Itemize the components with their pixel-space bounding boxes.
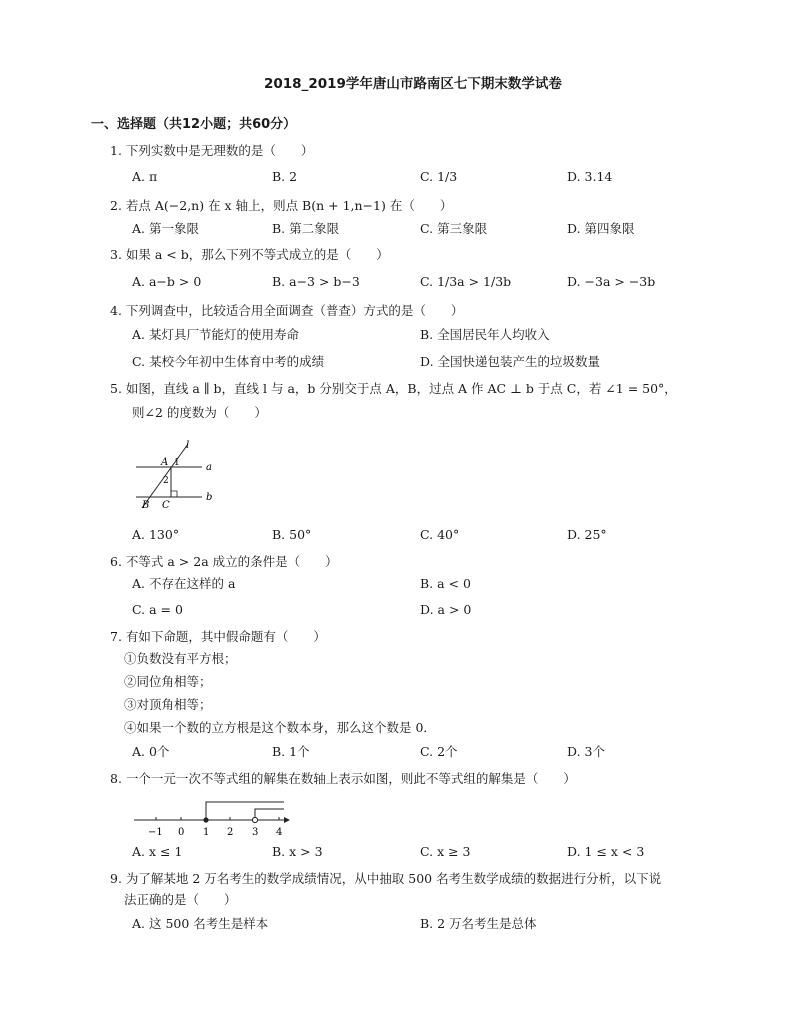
label-l: l — [186, 440, 190, 451]
q7-proposition-3: ③对顶角相等； — [124, 697, 212, 712]
page-title: 2018_2019学年唐山市路南区七下期末数学试卷 — [264, 76, 562, 92]
q3-option-c: C. 1/3a > 1/3b — [420, 274, 512, 289]
q7-option-c: C. 2个 — [420, 744, 458, 759]
label-2: 2 — [163, 476, 169, 486]
question-9-stem-cont: 法正确的是（ ） — [124, 892, 237, 907]
axis-arrow — [284, 817, 290, 823]
question-9-stem: 9. 为了解某地 2 万名考生的数学成绩情况，从中抽取 500 名考生数学成绩的数据进行分析，以下说 — [110, 871, 662, 886]
tick-label-1: 1 — [203, 827, 210, 838]
tick-label-2: 2 — [227, 827, 234, 838]
q8-option-c: C. x ≥ 3 — [420, 844, 471, 859]
label-a: a — [206, 462, 212, 473]
q2-option-c: C. 第三象限 — [420, 221, 488, 236]
q9-option-a: A. 这 500 名考生是样本 — [132, 916, 269, 931]
label-A: A — [161, 457, 169, 468]
number-line-figure — [128, 795, 298, 841]
q7-proposition-1: ①负数没有平方根； — [124, 651, 237, 666]
q6-option-c: C. a = 0 — [132, 602, 183, 617]
tick-label-4: 4 — [276, 827, 283, 838]
q1-option-c: C. 1/3 — [420, 169, 458, 184]
tick-label-m1: −1 — [148, 827, 163, 838]
q6-option-d: D. a > 0 — [420, 602, 472, 617]
q2-option-b: B. 第二象限 — [272, 221, 340, 236]
q7-proposition-4: ④如果一个数的立方根是这个数本身，那么这个数是 0． — [124, 720, 436, 735]
q9-option-b: B. 2 万名考生是总体 — [420, 916, 537, 931]
q8-option-a: A. x ≤ 1 — [132, 844, 183, 859]
solid-point-1 — [203, 817, 208, 822]
q5-option-c: C. 40° — [420, 527, 460, 542]
q3-option-d: D. −3a > −3b — [567, 274, 656, 289]
range-bracket-x-gt-3 — [255, 809, 284, 820]
question-4-stem: 4. 下列调查中，比较适合用全面调查（普查）方式的是（ ） — [110, 303, 464, 318]
q3-option-b: B. a−3 > b−3 — [272, 274, 360, 289]
label-B: B — [142, 500, 150, 511]
question-5-stem-cont: 则∠2 的度数为（ ） — [132, 405, 267, 420]
q2-option-d: D. 第四象限 — [567, 221, 635, 236]
section-heading: 一、选择题（共12小题；共60分） — [91, 117, 297, 132]
q4-option-d: D. 全国快递包装产生的垃圾数量 — [420, 354, 601, 369]
question-5-stem: 5. 如图，直线 a ∥ b，直线 l 与 a，b 分别交于点 A，B，过点 A 作 AC ⊥ b 于点 C，若 ∠1 = 50°， — [110, 381, 677, 396]
q7-option-a: A. 0个 — [132, 744, 170, 759]
q7-option-b: B. 1个 — [272, 744, 310, 759]
question-2-stem: 2. 若点 A(−2,n) 在 x 轴上，则点 B(n + 1,n−1) 在（ ） — [110, 198, 453, 213]
question-3-stem: 3. 如果 a < b，那么下列不等式成立的是（ ） — [110, 247, 389, 262]
question-1-stem: 1. 下列实数中是无理数的是（ ） — [110, 143, 314, 158]
q1-option-b: B. 2 — [272, 169, 298, 184]
q4-option-b: B. 全国居民年人均收入 — [420, 327, 550, 342]
q7-option-d: D. 3个 — [567, 744, 605, 759]
q5-option-b: B. 50° — [272, 527, 312, 542]
question-6-stem: 6. 不等式 a > 2a 成立的条件是（ ） — [110, 554, 338, 569]
q1-option-d: D. 3.14 — [567, 169, 613, 184]
hollow-point-3 — [252, 817, 257, 822]
q2-option-a: A. 第一象限 — [132, 221, 199, 236]
q8-option-b: B. x > 3 — [272, 844, 323, 859]
q7-proposition-2: ②同位角相等； — [124, 674, 212, 689]
question-8-stem: 8. 一个一元一次不等式组的解集在数轴上表示如图，则此不等式组的解集是（ ） — [110, 771, 576, 786]
label-C: C — [162, 500, 170, 511]
q5-option-d: D. 25° — [567, 527, 607, 542]
parallel-lines-figure — [128, 436, 238, 516]
q1-option-a: A. π — [132, 169, 158, 184]
label-b: b — [206, 492, 213, 503]
q4-option-c: C. 某校今年初中生体育中考的成绩 — [132, 354, 325, 369]
range-bracket-x-ge-1 — [206, 802, 284, 820]
q6-option-b: B. a < 0 — [420, 576, 471, 591]
label-1: 1 — [174, 458, 180, 468]
q5-option-a: A. 130° — [132, 527, 180, 542]
question-7-stem: 7. 有如下命题，其中假命题有（ ） — [110, 629, 326, 644]
right-angle-mark — [171, 491, 177, 497]
q3-option-a: A. a−b > 0 — [132, 274, 202, 289]
tick-label-0: 0 — [178, 827, 185, 838]
tick-label-3: 3 — [252, 827, 259, 838]
q8-option-d: D. 1 ≤ x < 3 — [567, 844, 645, 859]
q4-option-a: A. 某灯具厂节能灯的使用寿命 — [132, 327, 299, 342]
q6-option-a: A. 不存在这样的 a — [132, 576, 236, 591]
